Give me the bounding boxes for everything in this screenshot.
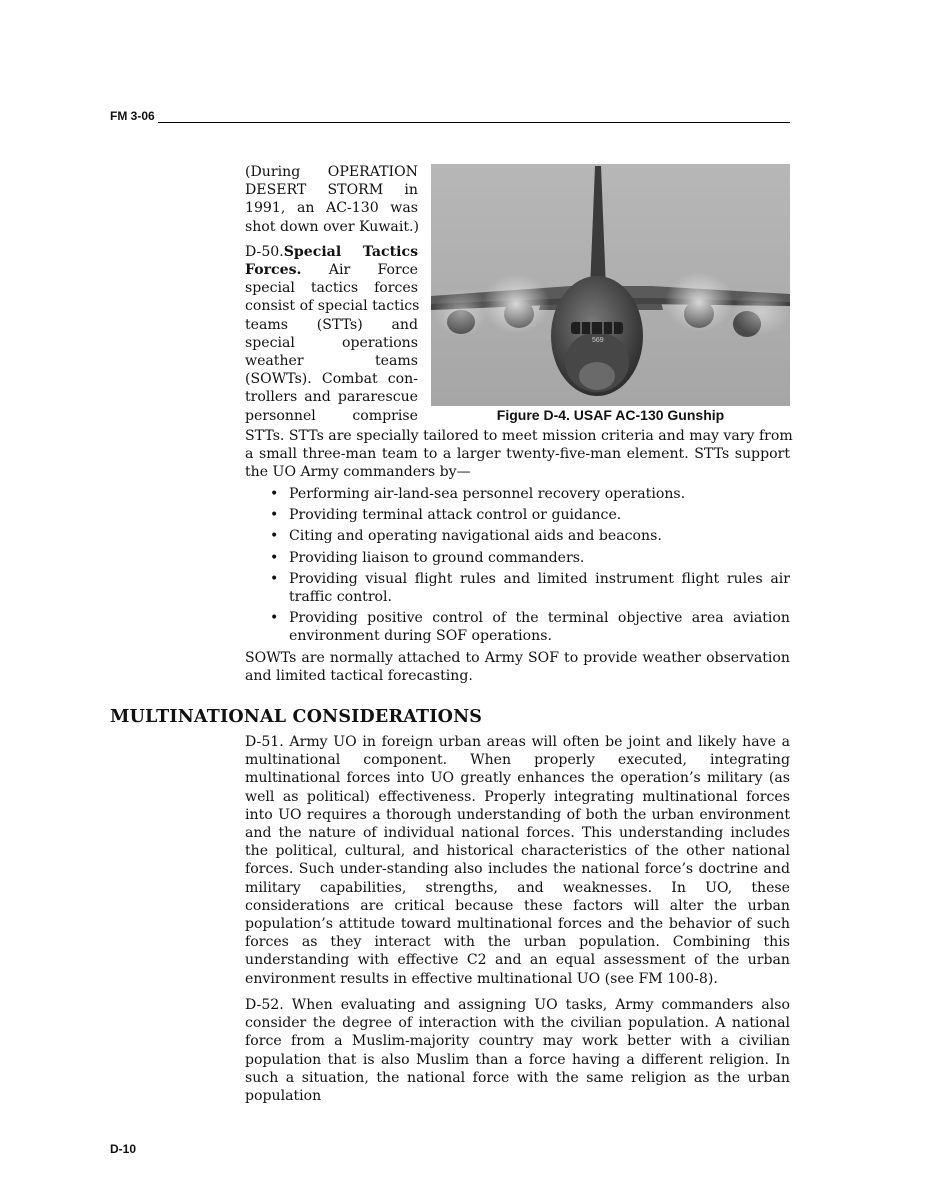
list-item-text: Providing terminal attack control or guidance. xyxy=(289,507,622,524)
text-line: (During OPERATION xyxy=(245,164,418,180)
tail-number: 569 xyxy=(592,337,604,344)
bullet-icon: • xyxy=(270,610,279,627)
text-line xyxy=(245,243,418,261)
text-line: personnel comprise xyxy=(245,407,418,424)
text-line: consist of special tactics xyxy=(245,298,420,315)
paragraph-heading: Special Tactics xyxy=(283,243,418,260)
text-line: STTs. STTs are specially tailored to meet mission criteria and may vary from xyxy=(245,428,793,444)
list-item xyxy=(268,527,790,545)
list-item xyxy=(268,485,790,503)
ac130-aircraft-image xyxy=(431,164,790,406)
text-line: DESERT STORM in xyxy=(245,182,418,199)
text-line: 1991, an AC-130 was xyxy=(245,200,418,217)
paragraph-number: D-50. xyxy=(245,243,284,260)
figure-caption: Figure D-4. USAF AC-130 Gunship xyxy=(496,407,725,423)
list-item-text: Providing liaison to ground commanders. xyxy=(289,549,585,566)
bullet-icon: • xyxy=(270,528,279,545)
gunship-photo xyxy=(431,164,790,406)
page-number: D-10 xyxy=(110,1142,137,1156)
bullet-icon: • xyxy=(270,507,279,524)
text-line: (SOWTs). Combat con- xyxy=(245,371,418,388)
text-line: a small three-man team to a larger twenty-five-man element. STTs support xyxy=(245,446,790,463)
text-line: weather teams xyxy=(245,353,418,370)
list-item-text: Performing air-land-sea personnel recovery operations. xyxy=(289,486,686,502)
manual-number: FM 3-06 xyxy=(110,109,155,123)
header-rule xyxy=(158,122,790,123)
paragraph-d51: D-51. Army UO in foreign urban areas will often be joint and likely have a multinational component. When properly executed, integrating multinational forces into UO greatly enhances the operation’s military (as well as political) effectiveness. Properly integrating multinational forces into UO requires a thorough understanding of both the urban environment and the nature of individual national forces. This understanding includes the political, cultural, and historical characteristics of the other national forces. Such under-standing also includes the national force’s doctrine and military capabilities, strengths, and weaknesses. In UO, these considerations are critical because these factors will alter the urban population’s attitude toward multinational forces and the behavior of such forces as they interact with the urban population. Combining this understanding with effective C2 and an equal assessment of the urban environment results in effective multinational UO (see FM 100-8). xyxy=(245,734,790,987)
list-item xyxy=(268,609,790,645)
paragraph-d50-start xyxy=(245,243,418,425)
bullet-icon: • xyxy=(270,570,279,587)
text-line: shot down over Kuwait.) xyxy=(245,218,419,235)
list-item xyxy=(268,506,790,524)
text-line xyxy=(245,261,418,279)
text-line: trollers and pararescue xyxy=(245,389,418,406)
bullet-list xyxy=(268,485,790,649)
text-span: Air Force xyxy=(328,262,418,279)
paragraph-d52: D-52. When evaluating and assigning UO tasks, Army commanders also consider the degree of interaction with the civilian population. A national force from a Muslim-majority country may work better with a civilian population that is also Muslim than a force having a different religion. In such a situation, the national force with the same religion as the urban population xyxy=(245,997,790,1105)
list-item-text: Providing positive control of the terminal objective area aviation environment during SOF operations. xyxy=(289,610,790,645)
bullet-icon: • xyxy=(270,486,279,502)
text-line: the UO Army commanders by— xyxy=(245,464,471,481)
text-line: teams (STTs) and xyxy=(245,316,418,333)
list-item-text: Providing visual flight rules and limited instrument flight rules air traffic control. xyxy=(289,570,790,606)
list-item-text: Citing and operating navigational aids and beacons. xyxy=(289,528,662,545)
bullet-icon: • xyxy=(270,549,279,566)
left-column xyxy=(245,163,418,425)
paragraph-d50-continued xyxy=(245,427,793,482)
list-item xyxy=(268,570,790,606)
sowt-paragraph: SOWTs are normally attached to Army SOF to provide weather observation and limited tactical forecasting. xyxy=(245,650,790,685)
intro-paragraph xyxy=(245,163,418,236)
text-line: special tactics forces xyxy=(245,280,418,297)
paragraph-heading: Forces. xyxy=(245,262,302,279)
section-heading: MULTINATIONAL CONSIDERATIONS xyxy=(110,707,483,727)
list-item xyxy=(268,549,790,567)
running-header xyxy=(110,108,790,124)
text-line: special operations xyxy=(245,334,418,351)
